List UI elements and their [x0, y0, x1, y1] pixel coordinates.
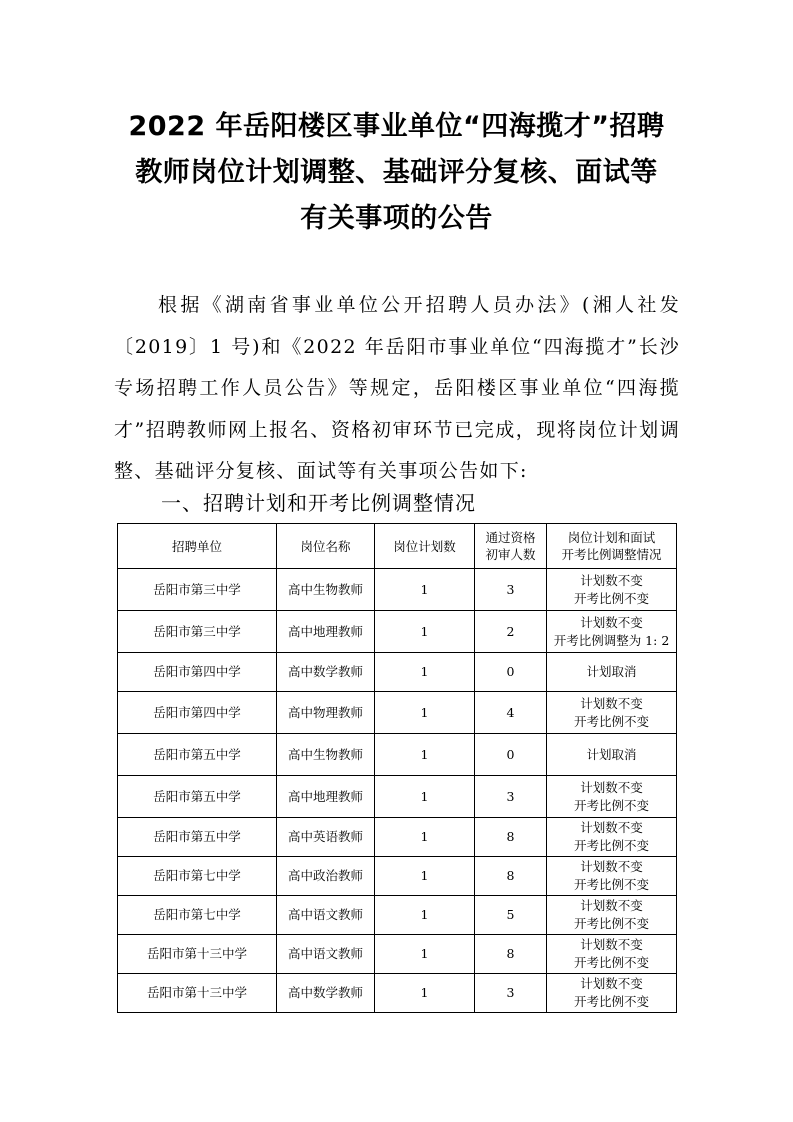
- plan-cell: 1: [375, 896, 475, 935]
- table-row: [118, 974, 677, 1013]
- header-adjust-line1: 岗位计划和面试: [567, 530, 656, 545]
- header-post: 岗位名称: [277, 524, 375, 569]
- announcement-title: [90, 104, 703, 242]
- passed-cell: 0: [475, 734, 547, 776]
- recruitment-plan-table: [117, 523, 677, 1013]
- adjustment-line-2: 开考比例不变: [573, 590, 649, 606]
- table-header-row: [118, 524, 677, 569]
- adjustment-line-2: 开考比例调整为 1: 2: [553, 632, 670, 648]
- unit-cell: 岳阳市第五中学: [118, 776, 277, 818]
- adjustment-line-1: 计划数不变: [580, 820, 643, 835]
- adjustment-cell: [547, 974, 677, 1013]
- table-row: [118, 692, 677, 734]
- post-cell: 高中政治教师: [277, 857, 375, 896]
- adjustment-line-1: 计划数不变: [580, 572, 643, 588]
- unit-cell: 岳阳市第五中学: [118, 734, 277, 776]
- passed-cell: 8: [475, 935, 547, 974]
- plan-cell: 1: [375, 569, 475, 611]
- plan-cell: 1: [375, 734, 475, 776]
- unit-cell: 岳阳市第四中学: [118, 692, 277, 734]
- adjustment-line-1: 计划数不变: [580, 976, 643, 991]
- adjustment-cell: [547, 818, 677, 857]
- header-unit: 招聘单位: [118, 524, 277, 569]
- passed-cell: 3: [475, 974, 547, 1013]
- plan-cell: 1: [375, 857, 475, 896]
- adjustment-line-2: 开考比例不变: [573, 838, 649, 853]
- table-body: [118, 569, 677, 1013]
- header-adjust-line2: 开考比例调整情况: [561, 547, 662, 562]
- passed-cell: 8: [475, 818, 547, 857]
- intro-text: 根据《湖南省事业单位公开招聘人员办法》(湘人社发〔2019〕1 号)和《2022 年岳阳市事业单位“四海揽才”长沙专场招聘工作人员公告》等规定，岳阳楼区事业单位“四海揽才”招聘教师网上报名、资格初审环节已完成，现将岗位计划调整、基础评分复核、面试等有关事项公告如下:: [114, 294, 680, 482]
- unit-cell: 岳阳市第十三中学: [118, 974, 277, 1013]
- intro-paragraph: [114, 285, 680, 493]
- post-cell: 高中物理教师: [277, 692, 375, 734]
- adjustment-line-1: 计划数不变: [580, 695, 643, 711]
- section-heading-1: 一、招聘计划和开考比例调整情况: [161, 491, 476, 515]
- plan-cell: 1: [375, 974, 475, 1013]
- post-cell: 高中生物教师: [277, 569, 375, 611]
- table-row: [118, 569, 677, 611]
- title-line-3: 有关事项的公告: [300, 203, 493, 234]
- header-passed-line1: 通过资格: [485, 530, 536, 545]
- table-row: [118, 896, 677, 935]
- passed-cell: 5: [475, 896, 547, 935]
- unit-cell: 岳阳市第七中学: [118, 857, 277, 896]
- post-cell: 高中地理教师: [277, 611, 375, 653]
- table-row: [118, 935, 677, 974]
- post-cell: 高中生物教师: [277, 734, 375, 776]
- title-line-2: 教师岗位计划调整、基础评分复核、面试等: [135, 157, 658, 188]
- adjustment-line-1: 计划数不变: [580, 898, 643, 913]
- adjustment-line-2: 开考比例不变: [573, 713, 649, 729]
- adjustment-cell: [547, 734, 677, 776]
- passed-cell: 2: [475, 611, 547, 653]
- plan-cell: 1: [375, 818, 475, 857]
- adjustment-cell: [547, 653, 677, 692]
- adjustment-line-1: 计划取消: [586, 664, 637, 679]
- plan-cell: 1: [375, 935, 475, 974]
- adjustment-line-1: 计划取消: [586, 746, 637, 762]
- adjustment-cell: [547, 569, 677, 611]
- table-row: [118, 857, 677, 896]
- adjustment-cell: [547, 611, 677, 653]
- table-row: [118, 611, 677, 653]
- table-row: [118, 653, 677, 692]
- adjustment-line-1: 计划数不变: [580, 614, 643, 630]
- post-cell: 高中语文教师: [277, 896, 375, 935]
- post-cell: 高中语文教师: [277, 935, 375, 974]
- adjustment-line-2: 开考比例不变: [573, 797, 649, 813]
- passed-cell: 3: [475, 569, 547, 611]
- unit-cell: 岳阳市第七中学: [118, 896, 277, 935]
- passed-cell: 4: [475, 692, 547, 734]
- table-row: [118, 776, 677, 818]
- unit-cell: 岳阳市第三中学: [118, 611, 277, 653]
- adjustment-line-1: 计划数不变: [580, 859, 643, 874]
- table-row: [118, 734, 677, 776]
- adjustment-cell: [547, 692, 677, 734]
- unit-cell: 岳阳市第五中学: [118, 818, 277, 857]
- adjustment-line-2: 开考比例不变: [573, 916, 649, 931]
- adjustment-cell: [547, 776, 677, 818]
- post-cell: 高中地理教师: [277, 776, 375, 818]
- passed-cell: 3: [475, 776, 547, 818]
- post-cell: 高中数学教师: [277, 974, 375, 1013]
- post-cell: 高中英语教师: [277, 818, 375, 857]
- adjustment-line-1: 计划数不变: [580, 779, 643, 795]
- adjustment-cell: [547, 857, 677, 896]
- unit-cell: 岳阳市第三中学: [118, 569, 277, 611]
- header-passed: [475, 524, 547, 569]
- passed-cell: 8: [475, 857, 547, 896]
- unit-cell: 岳阳市第十三中学: [118, 935, 277, 974]
- adjustment-line-2: 开考比例不变: [573, 955, 649, 970]
- header-passed-line2: 初审人数: [485, 547, 536, 562]
- adjustment-line-2: 开考比例不变: [573, 994, 649, 1009]
- adjustment-line-1: 计划数不变: [580, 937, 643, 952]
- adjustment-line-2: 开考比例不变: [573, 877, 649, 892]
- title-line-1: 2022 年岳阳楼区事业单位“四海揽才”招聘: [128, 111, 665, 142]
- header-plan: 岗位计划数: [375, 524, 475, 569]
- adjustment-cell: [547, 935, 677, 974]
- post-cell: 高中数学教师: [277, 653, 375, 692]
- header-adjust: [547, 524, 677, 569]
- plan-cell: 1: [375, 692, 475, 734]
- plan-cell: 1: [375, 611, 475, 653]
- table-row: [118, 818, 677, 857]
- passed-cell: 0: [475, 653, 547, 692]
- plan-cell: 1: [375, 776, 475, 818]
- plan-cell: 1: [375, 653, 475, 692]
- adjustment-cell: [547, 896, 677, 935]
- unit-cell: 岳阳市第四中学: [118, 653, 277, 692]
